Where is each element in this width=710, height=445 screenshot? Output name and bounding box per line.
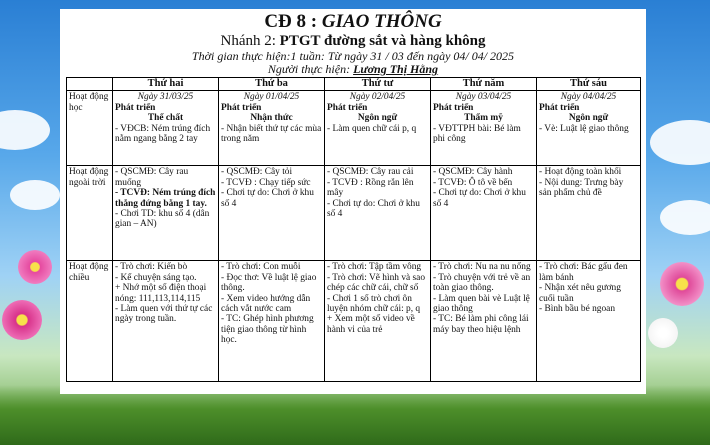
activity-line: - TCVĐ: Ném trúng đích thẳng đứng bằng 1 tay. — [115, 188, 216, 209]
activity-line: - Nhận biết thứ tự các mùa trong năm — [221, 123, 322, 145]
cell-field: Phát triển — [539, 102, 580, 113]
day-header: Thứ tư — [325, 78, 431, 91]
day-header: Thứ hai — [113, 78, 219, 91]
activity-line: + Nhớ một số điện thoại nóng: 111,113,114,115 — [115, 283, 207, 304]
cell-area: Ngôn ngữ — [568, 113, 609, 124]
activity-line: + Xem một số video về hành vi của trẻ — [327, 314, 415, 335]
schedule-cell — [219, 166, 325, 261]
activity-label: Hoạt động học — [67, 91, 113, 166]
period-text: Thời gian thực hiện:1 tuần: Từ ngày 31 / 03 đến ngày 04/ 04/ 2025 — [191, 49, 515, 63]
activity-line: - VĐCB: Ném trúng đích nằm ngang bằng 2 tay — [115, 123, 211, 145]
flower-decoration — [18, 250, 52, 284]
activity-line: - QSCMĐ: Cây hành — [433, 167, 513, 178]
teacher-name: Lương Thị Hằng — [353, 62, 439, 76]
title-theme: GIAO THÔNG — [321, 11, 442, 32]
branch-heading — [66, 33, 640, 50]
teacher-line — [66, 63, 640, 76]
activity-line: - Trò chuyện với trẻ về an toàn giao thông. — [433, 272, 531, 294]
schedule-cell — [113, 166, 219, 261]
activity-line: - TCVĐ: Ô tô về bến — [433, 177, 513, 188]
activity-line: - TCVĐ : Chạy tiếp sức — [221, 177, 311, 188]
activity-label: Hoạt động ngoài trời — [67, 166, 113, 261]
activity-line: - Xem video hướng dẫn cách vắt nước cam — [221, 293, 311, 315]
activity-line: - TC: Ghép hình phương tiện giao thông từ hình học. — [221, 314, 314, 346]
flower-decoration — [648, 318, 678, 348]
teacher-label: Người thực hiện: — [267, 62, 354, 76]
cloud — [0, 110, 50, 150]
activity-line: - QSCMĐ: Cây rau muống — [115, 167, 189, 188]
cell-area: Thẩm mỹ — [464, 113, 503, 124]
schedule-cell — [537, 166, 641, 261]
activity-line: - Trò chơi: Bác gấu đen làm bánh — [539, 262, 628, 283]
activity-line: - Đọc thơ: Về luật lệ giao thông. — [221, 272, 317, 294]
schedule-cell — [325, 91, 431, 166]
schedule-cell — [113, 91, 219, 166]
activity-line: - Chơi tự do: Chơi ở khu số 4 — [221, 188, 314, 209]
schedule-cell — [431, 91, 537, 166]
day-header: Thứ sáu — [537, 78, 641, 91]
flower-decoration — [660, 262, 704, 306]
cell-date: Ngày 04/04/25 — [560, 92, 617, 103]
activity-line: - Chơi tự do: Chơi ở khu số 4 — [327, 198, 420, 220]
activity-line: - Trò chơi: Con muỗi — [221, 262, 301, 273]
activity-line: - Nội dung: Trưng bày sản phẩm chủ đề — [539, 177, 624, 199]
cell-field: Phát triển — [433, 102, 474, 113]
schedule-cell — [431, 166, 537, 261]
activity-line: - TC: Bé làm phi công lái máy bay theo hiệu lệnh — [433, 314, 529, 335]
cell-date: Ngày 31/03/25 — [137, 92, 194, 103]
activity-label: Hoạt động chiều — [67, 261, 113, 382]
cloud — [660, 200, 710, 235]
cell-area: Thể chất — [147, 113, 184, 124]
title-prefix: CĐ 8 : — [264, 11, 322, 32]
table-header-row — [67, 78, 641, 91]
cell-area: Nhận thức — [250, 113, 293, 124]
schedule-cell — [325, 261, 431, 382]
day-header: Thứ năm — [431, 78, 537, 91]
cell-area: Ngôn ngữ — [357, 113, 398, 124]
page-title — [66, 11, 640, 33]
activity-line: - Vè: Luật lệ giao thông — [539, 123, 629, 134]
table-row — [67, 166, 641, 261]
weekly-schedule-table — [66, 77, 641, 382]
activity-line: - Chơi tự do: Chơi ở khu số 4 — [433, 188, 526, 209]
activity-line: - QSCMĐ: Cây tỏi — [221, 167, 293, 178]
activity-line: - Làm quen chữ cái p, q — [327, 123, 417, 134]
activity-line: - VĐTTPH bài: Bé làm phi công — [433, 123, 521, 145]
activity-line: - Bình bầu bé ngoan — [539, 304, 616, 315]
activity-line: - Kể chuyện sáng tạo. — [115, 272, 197, 283]
schedule-cell — [431, 261, 537, 382]
activity-line: - Hoạt động toàn khối — [539, 167, 622, 178]
grass-decoration — [0, 385, 710, 445]
schedule-cell — [325, 166, 431, 261]
schedule-cell — [537, 91, 641, 166]
table-row — [67, 91, 641, 166]
branch-label: Nhánh 2: — [220, 33, 280, 49]
cell-field: Phát triển — [327, 102, 368, 113]
activity-line: - Chơi TD: khu số 4 (dân gian – AN) — [115, 209, 210, 230]
schedule-cell — [219, 91, 325, 166]
activity-line: - TCVĐ : Rồng rắn lên mây — [327, 177, 414, 199]
flower-decoration — [2, 300, 42, 340]
cell-date: Ngày 03/04/25 — [455, 92, 512, 103]
activity-line: - Trò chơi: Vẽ hình và sao chép các chữ cái, chữ số — [327, 272, 426, 294]
cloud — [10, 180, 60, 210]
activity-line: - Làm quen bài vè Luật lệ giao thông — [433, 293, 530, 315]
cell-date: Ngày 01/04/25 — [243, 92, 300, 103]
activity-line: - Nhận xét nêu gương cuối tuần — [539, 283, 621, 304]
schedule-cell — [113, 261, 219, 382]
activity-line: - Trò chơi: Kiến bò — [115, 262, 188, 273]
day-header: Thứ ba — [219, 78, 325, 91]
cloud — [650, 120, 710, 165]
activity-line: - QSCMĐ: Cây rau cải — [327, 167, 414, 178]
schedule-sheet — [60, 9, 646, 394]
schedule-cell — [219, 261, 325, 382]
branch-name: PTGT đường sắt và hàng không — [279, 33, 486, 49]
activity-line: - Chơi 1 số trò chơi ôn luyện nhóm chữ cái: p, q — [327, 293, 421, 315]
activity-line: - Trò chơi: Tập tầm vông — [327, 262, 422, 273]
cell-field: Phát triển — [221, 102, 262, 113]
cell-date: Ngày 02/04/25 — [349, 92, 406, 103]
table-row — [67, 261, 641, 382]
schedule-cell — [537, 261, 641, 382]
activity-line: - Trò chơi: Nu na nu nống — [433, 262, 531, 273]
corner-cell — [67, 78, 113, 91]
cell-field: Phát triển — [115, 102, 156, 113]
activity-line: - Làm quen với thứ tự các ngày trong tuần. — [115, 304, 213, 325]
